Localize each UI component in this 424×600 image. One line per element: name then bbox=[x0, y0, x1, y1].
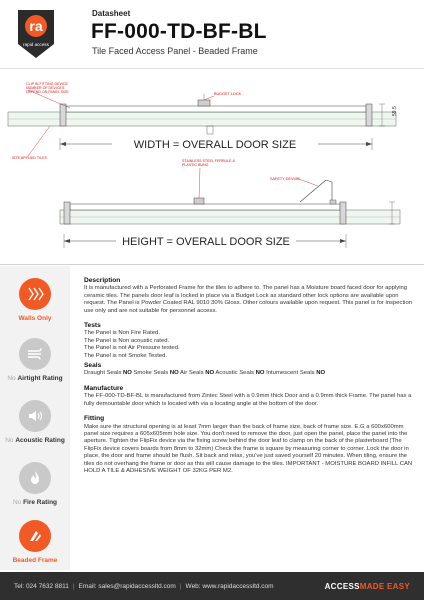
seal-name: Air Seals bbox=[179, 370, 204, 377]
tagline bbox=[325, 582, 410, 591]
seals-section bbox=[84, 362, 414, 378]
datasheet-content bbox=[84, 277, 414, 482]
product-code: FF-000-TD-BF-BL bbox=[91, 20, 267, 43]
seal-name: Smoke Seals bbox=[133, 370, 169, 377]
seals-heading: Seals bbox=[84, 362, 102, 370]
feature-beaded-frame bbox=[0, 520, 70, 564]
seal-name: Acoustic Seals bbox=[215, 370, 254, 377]
test-line: The Panel is Non Fire Rated. bbox=[84, 330, 160, 337]
logo-text: rapid access bbox=[23, 42, 49, 47]
fitting-heading: Fitting bbox=[84, 415, 105, 423]
beaded-frame-label: Beaded Frame bbox=[12, 557, 58, 564]
test-line: The Panel is not Air Pressure tested. bbox=[84, 345, 180, 352]
seal-name: Intumescent Seals bbox=[266, 370, 315, 377]
budget-lock-annotation: BUDGET LOCK bbox=[214, 92, 242, 96]
feature-walls-only bbox=[0, 278, 70, 322]
tagline-part-1: ACCESS bbox=[324, 581, 360, 591]
width-section-drawing bbox=[8, 82, 398, 160]
feature-airtight bbox=[0, 338, 70, 382]
description-section bbox=[84, 277, 414, 315]
airtight-icon bbox=[19, 338, 51, 370]
fitting-section bbox=[84, 415, 414, 475]
web-link[interactable]: www.rapidaccessltd.com bbox=[202, 582, 274, 590]
beaded-frame-icon bbox=[19, 520, 51, 552]
width-dimension-label: WIDTH = OVERALL DOOR SIZE bbox=[133, 139, 297, 151]
fire-icon bbox=[19, 462, 51, 494]
safety-device-annotation: SAFETY DEVICE bbox=[270, 177, 300, 181]
fitting-text: Make sure the structural opening is at least 7mm larger than the back of frame size, back of frame size. E.G a 600x600mm panel size requires a 605x605mm hole size. You don't need to remove the door, just open the panel, place the panel into the aperture. Tighten the FlipFix device via the fixing screw behind the door leaf to clamp on the back of the plasterboard (The FlipFix device covers boards from 8mm to 32mm) Check the frame is square by measuring corner to corner. Lock the door in place, the door and frame should be flush. Sit back and relax, you've just saved yourself 20 minutes. When tiling, ensure the tiles do not overhang the frame or door as this will cause damage to the tiles. IMPORTANT - MOISTURE BOARD INFILL CAN HOLD A TILE & ADHESIVE WEIGHT OF 32KG PER M2. bbox=[84, 423, 413, 474]
walls-icon bbox=[19, 278, 51, 310]
section-divider bbox=[0, 264, 424, 265]
height-dimension-label: HEIGHT = OVERALL DOOR SIZE bbox=[122, 236, 290, 248]
tagline-part-2: MADE EASY bbox=[359, 581, 410, 591]
manufacture-text: The FF-000-TD-BF-BL is manufactured from Zintec Steel with a 0.9mm thick Door and a 0.9mm thick Frame. The panel has a fully demountable door which is located with via a locating angle at the bottom of the door. bbox=[84, 393, 412, 407]
walls-only-label: Walls Only bbox=[18, 315, 52, 322]
description-heading: Description bbox=[84, 277, 121, 284]
svg-text:ra: ra bbox=[29, 18, 43, 34]
fitting-device-annotation-1: CLIP IN FITTING DEVICE bbox=[26, 82, 68, 86]
seal-name: Draught Seals bbox=[84, 370, 122, 377]
footer-bar: Tel: 024 7632 8811 | Email: sales@rapidaccessltd.com | Web: www.rapidaccessltd.com ACCESSMADE EASY bbox=[0, 572, 424, 600]
seal-value: NO bbox=[255, 370, 265, 377]
ferrule-annotation-2: PLASTIC BUNG bbox=[182, 163, 209, 167]
airtight-prefix: No bbox=[7, 375, 16, 382]
fire-label: Fire Rating bbox=[23, 499, 58, 506]
acoustic-icon bbox=[19, 400, 51, 432]
web-label: Web: bbox=[185, 582, 201, 590]
acoustic-prefix: No bbox=[5, 437, 14, 444]
datasheet-label: Datasheet bbox=[92, 9, 131, 18]
tests-heading: Tests bbox=[84, 322, 101, 330]
description-text: It is manufactured with a Perforated Frame for the tiles to adhere to. The panel has a Moisture board faced door for applying ceramic tiles. The panels door leaf is locked in place via a Budget Lock as standard other lock options are available upon request. The Panel is Powder Coated RAL 9010 30% Gloss. Other colours available upon request. This panel is for inspection use only and are not suitable for personnel access. bbox=[84, 285, 412, 314]
tel-label: Tel: bbox=[14, 582, 25, 590]
seal-value: NO bbox=[205, 370, 215, 377]
test-line: The Panel is Non acoustic rated. bbox=[84, 337, 170, 344]
technical-drawings bbox=[0, 76, 424, 256]
manufacture-section bbox=[84, 385, 414, 408]
height-section-drawing bbox=[60, 159, 400, 248]
rapid-access-logo bbox=[14, 8, 58, 60]
product-subtitle: Tile Faced Access Panel - Beaded Frame bbox=[92, 46, 258, 56]
fitting-device-annotation-2: NUMBER OF DEVICES bbox=[26, 86, 65, 90]
tests-section bbox=[84, 322, 414, 360]
email-label: Email: bbox=[78, 582, 97, 590]
test-line: The Panel is not Smoke Tested. bbox=[84, 352, 168, 359]
fire-prefix: No bbox=[12, 499, 22, 506]
airtight-label: Airtight Rating bbox=[17, 375, 63, 382]
ferrule-annotation-1: STAINLESS STEEL FERRULE & bbox=[182, 159, 235, 163]
site-tiles-annotation: SITE APPLIED TILES bbox=[12, 156, 47, 160]
fitting-device-annotation-3: DEPEND ON PANEL SIZE bbox=[26, 90, 69, 94]
header-divider bbox=[0, 68, 424, 69]
feature-icons-column bbox=[0, 266, 70, 570]
seal-value: NO bbox=[316, 370, 326, 377]
tel-link[interactable]: 024 7632 8811 bbox=[25, 582, 69, 590]
frame-depth-label: 59.5 bbox=[392, 106, 398, 116]
acoustic-label: Acoustic Rating bbox=[15, 437, 65, 444]
feature-fire bbox=[0, 462, 70, 506]
manufacture-heading: Manufacture bbox=[84, 384, 124, 392]
feature-acoustic bbox=[0, 400, 70, 444]
seal-value: NO bbox=[169, 370, 179, 377]
email-link[interactable]: sales@rapidaccessltd.com bbox=[98, 582, 176, 590]
seal-value: NO bbox=[122, 370, 132, 377]
